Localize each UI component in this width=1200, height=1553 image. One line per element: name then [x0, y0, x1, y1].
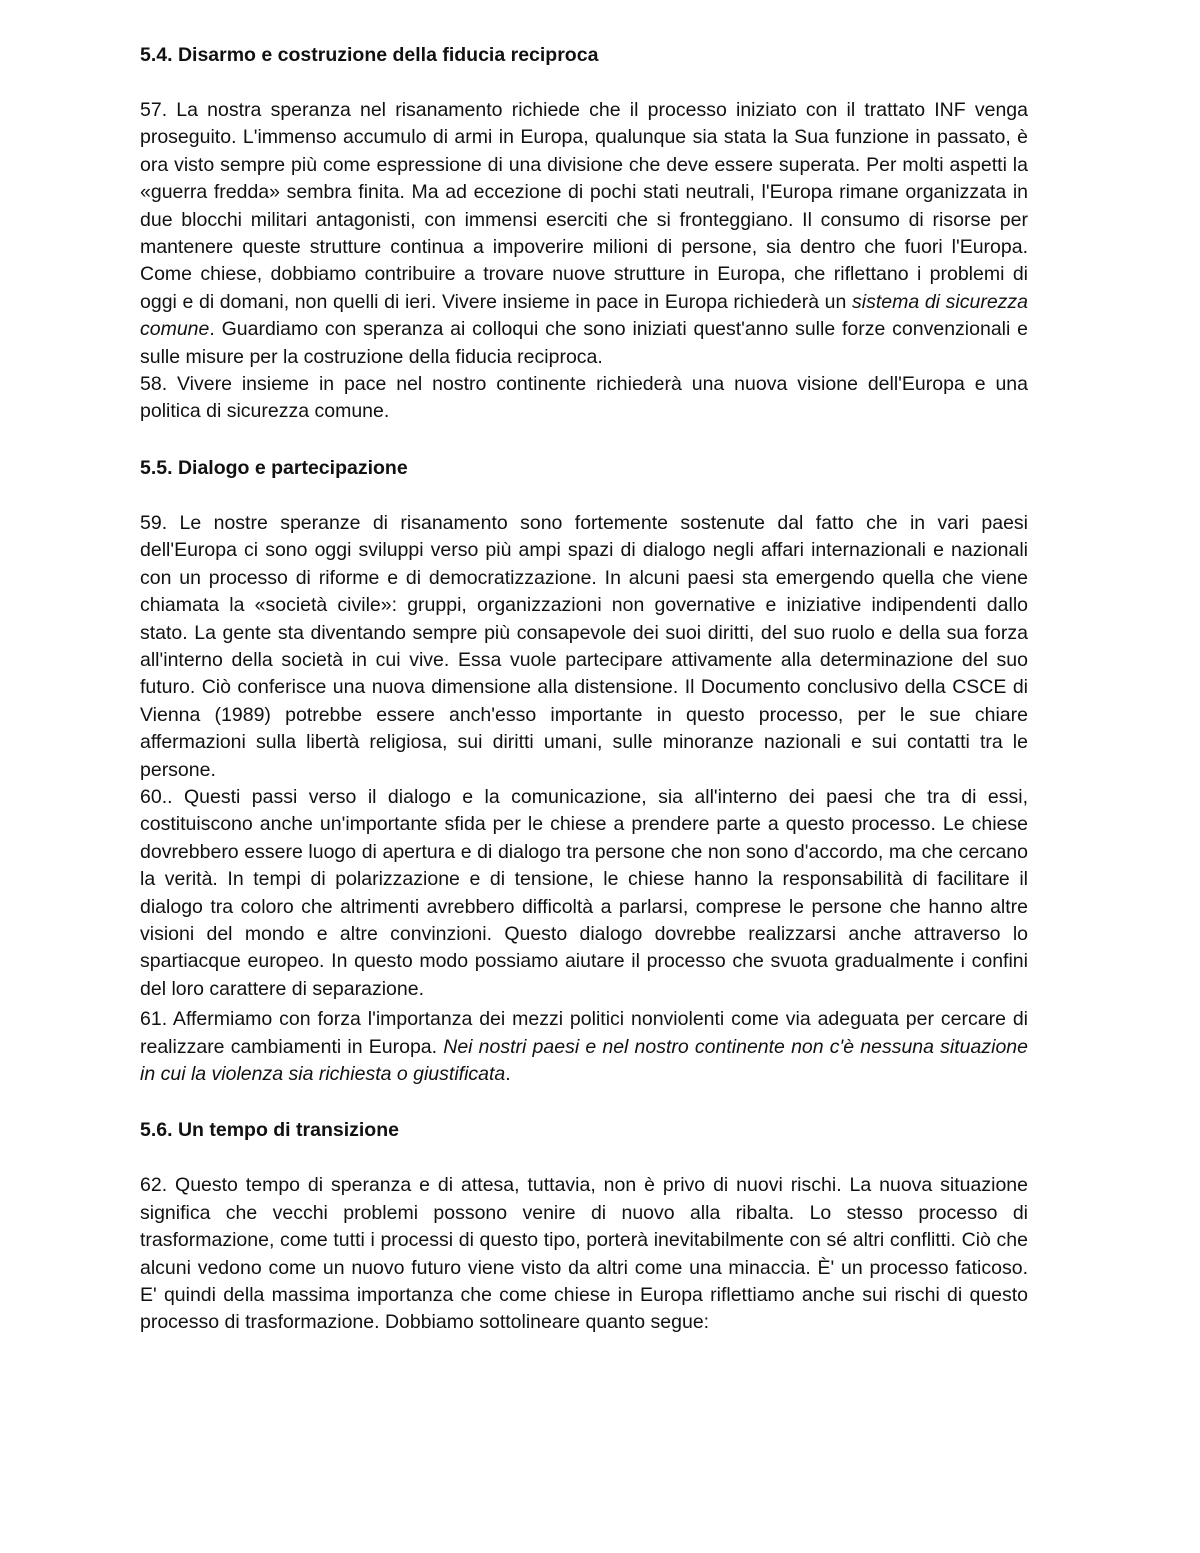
- text-run: 61. Affermiamo con forza l'importanza dei mezzi politici nonviolenti come via adeguata per cercare di realizzare cambiamenti in Europa.: [140, 1008, 1028, 1058]
- italic-text-run: sistema di sicurezza comune: [140, 290, 1029, 341]
- section-heading: 5.4. Disarmo e costruzione della fiducia reciproca: [140, 44, 599, 66]
- text-run: . Guardiamo con speranza ai colloqui che sono iniziati quest'anno sulle forze convenzionali e sulle misure per la costruzione della fiducia reciproca.: [140, 318, 1028, 368]
- paragraph-61: [140, 1006, 1028, 1088]
- section-5-6: [140, 1115, 1028, 1336]
- text-run: 60.. Questi passi verso il dialogo e la comunicazione, sia all'interno dei paesi che tra di essi, costituiscono anche un'importante sfida per le chiese a prendere parte a questo processo. Le chiese dovrebbero essere luogo di apertura e di dialogo tra persone che non sono d'accordo, ma che cercano la verità. In tempi di polarizzazione e di tensione, le chiese hanno la responsabilità di facilitare il dialogo tra coloro che altrimenti avrebbero difficoltà a parlarsi, comprese le persone che hanno altre visioni del mondo e altre convinzioni. Questo dialogo dovrebbe realizzarsi anche attraverso lo spartiacque europeo. In questo modo possiamo aiutare il processo che svuota gradualmente i confini del loro carattere di separazione.: [140, 785, 1028, 1000]
- italic-text-run: Nei nostri paesi e nel nostro continente non c'è nessuna situazione in cui la violenza sia richiesta o giustificata: [140, 1035, 1028, 1085]
- section-5-4: [140, 40, 1028, 426]
- paragraph-62: [140, 1172, 1028, 1336]
- section-heading: 5.5. Dialogo e partecipazione: [140, 456, 408, 479]
- text-run: 59. Le nostre speranze di risanamento sono fortemente sostenute dal fatto che in vari paesi dell'Europa ci sono oggi sviluppi verso più ampi spazi di dialogo negli affari internazionali e nazionali con un processo di riforme e di democratizzazione. In alcuni paesi sta emergendo quella che viene chiamata la «società civile»: gruppi, organizzazioni non governative e iniziative indipendenti dallo stato. La gente sta diventando sempre più consapevole dei suoi diritti, del suo ruolo e della sua forza all'interno della società in cui vive. Essa vuole partecipare attivamente alla determinazione del suo futuro. Ciò conferisce una nuova dimensione alla distensione. Il Documento conclusivo della CSCE di Vienna (1989) potrebbe essere anch'esso importante in questo processo, per le sue chiare affermazioni sulla libertà religiosa, sui diritti umani, sulle minoranze nazionali e sui contatti tra le persone.: [140, 511, 1028, 781]
- paragraph-60: [140, 784, 1028, 1003]
- text-run: .: [505, 1063, 511, 1085]
- section-heading: 5.6. Un tempo di transizione: [140, 1119, 399, 1142]
- text-run: 58. Vivere insieme in pace nel nostro continente richiederà una nuova visione dell'Europa e una politica di sicurezza comune.: [140, 373, 1028, 423]
- section-5-5: [140, 453, 1028, 1089]
- paragraph-59: [140, 510, 1028, 784]
- document-page: [140, 40, 1028, 1337]
- paragraph-58: [140, 371, 1028, 426]
- text-run: 62. Questo tempo di speranza e di attesa, tuttavia, non è privo di nuovi rischi. La nuova situazione significa che vecchi problemi possono venire di nuovo alla ribalta. Lo stesso processo di trasformazione, come tutti i processi di questo tipo, porterà inevitabilmente con sé altri conflitti. Ciò che alcuni vedono come un nuovo futuro viene visto da altri come una minaccia. È' un processo faticoso. E' quindi della massima importanza che come chiese in Europa riflettiamo anche sui rischi di questo processo di trasformazione. Dobbiamo sottolineare quanto segue:: [140, 1174, 1028, 1334]
- paragraph-57: [140, 97, 1028, 371]
- text-run: 57. La nostra speranza nel risanamento richiede che il processo iniziato con il trattato INF venga proseguito. L'immenso accumulo di armi in Europa, qualunque sia stata la Sua funzione in passato, è ora visto sempre più come espressione di una divisione che deve essere superata. Per molti aspetti la «guerra fredda» sembra finita. Ma ad eccezione di pochi stati neutrali, l'Europa rimane organizzata in due blocchi militari antagonisti, con immensi eserciti che si fronteggiano. Il consumo di risorse per mantenere queste strutture continua a impoverire milioni di persone, sia dentro che fuori l'Europa. Come chiese, dobbiamo contribuire a trovare nuove strutture in Europa, che riflettano i problemi di oggi e di domani, non quelli di ieri. Vivere insieme in pace in Europa richiederà un: [140, 99, 1028, 313]
